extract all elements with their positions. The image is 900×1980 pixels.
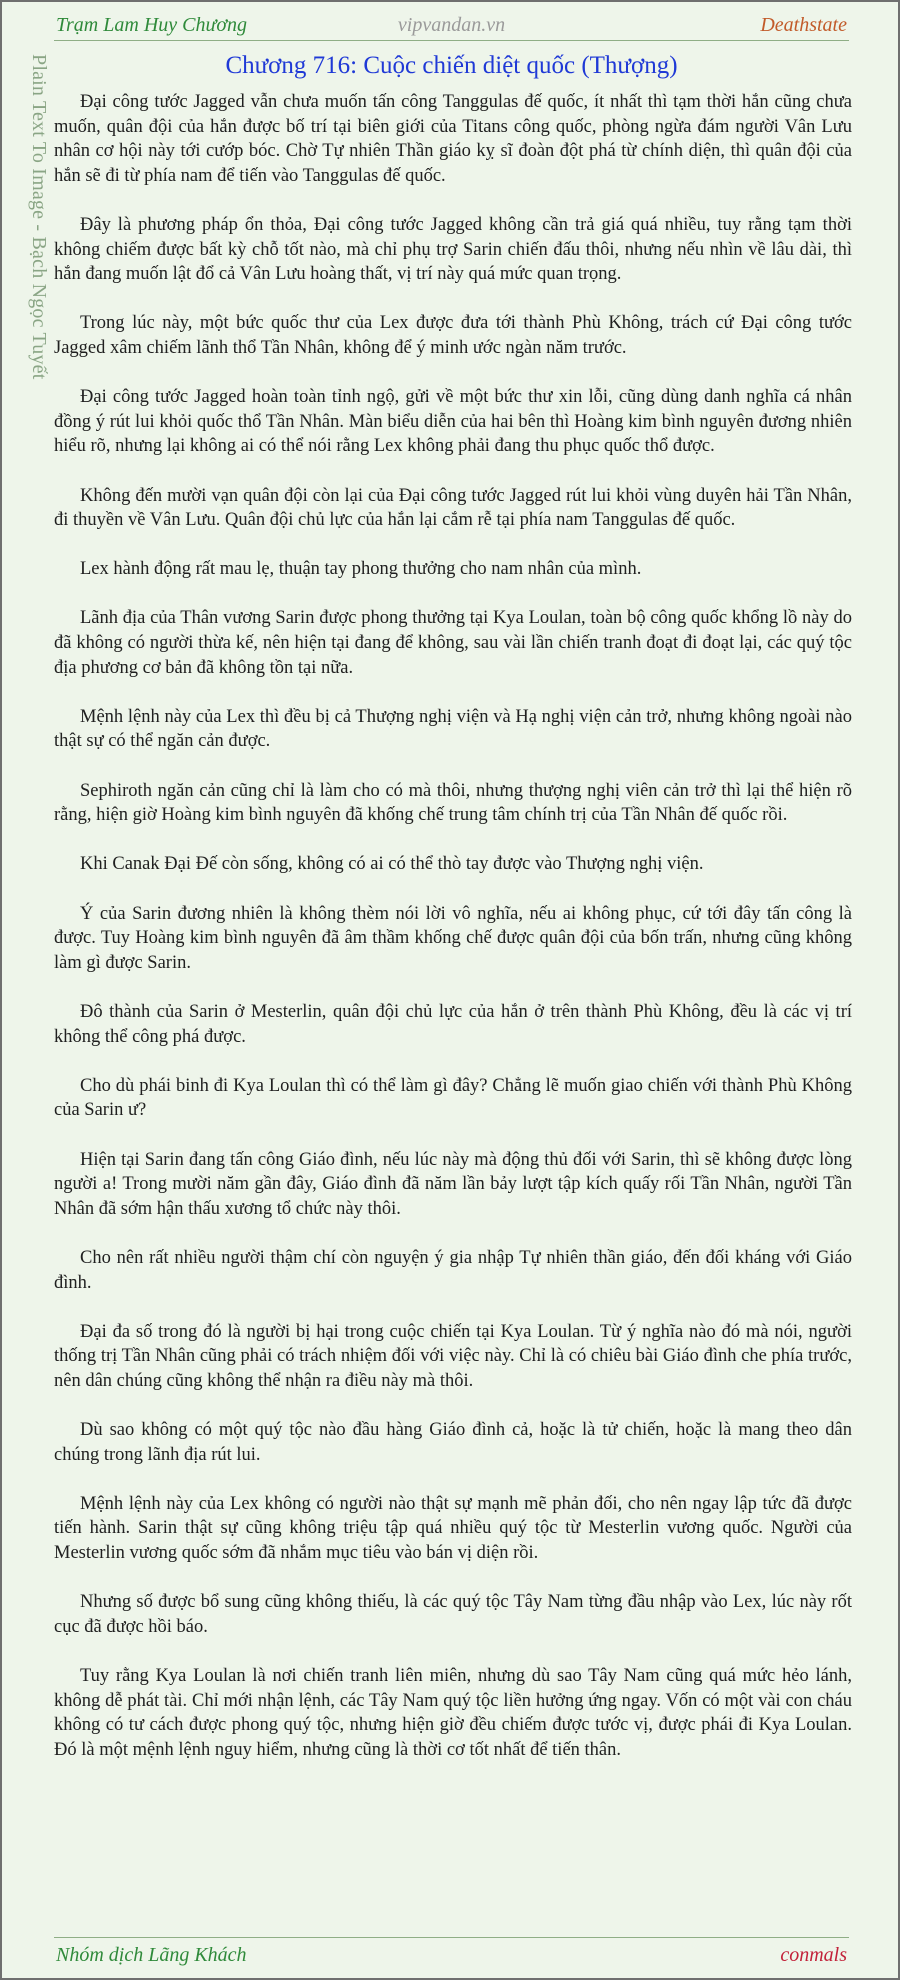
side-watermark-text: Plain Text To Image - Bạch Ngọc Tuyết [28,54,50,380]
paragraph: Lãnh địa của Thân vương Sarin được phong thưởng tại Kya Loulan, toàn bộ công quốc khổng lồ này do đã không có người thừa kế, nên hiện tại đang để không, sau vài lần chiến tranh đoạt đi đoạt lại, các quý tộc địa phương cơ bản đã không tồn tại nữa. [54,608,852,678]
footer-translator-group: Nhóm dịch Lãng Khách [56,1944,247,1966]
paragraph: Dù sao không có một quý tộc nào đầu hàng Giáo đình cả, hoặc là tử chiến, hoặc là mang theo dân chúng trong lãnh địa rút lui. [54,1420,852,1465]
chapter-title: Chương 716: Cuộc chiến diệt quốc (Thượng) [225,52,678,79]
paragraph: Không đến mười vạn quân đội còn lại của Đại công tước Jagged rút lui khỏi vùng duyên hải Tần Nhân, đi thuyền về Vân Lưu. Quân đội chủ lực của hắn lại cắm rễ tại phía nam Tanggulas đế quốc. [54,485,852,531]
paragraph: Sephiroth ngăn cản cũng chỉ là làm cho có mà thôi, nhưng thượng nghị viên cản trở thì lại thể hiện rõ rằng, hiện giờ Hoàng kim bình nguyên đã khống chế trung tâm chính trị của Tần Nhân đế quốc rồi. [54,780,852,826]
paragraph: Mệnh lệnh này của Lex không có người nào thật sự mạnh mẽ phản đối, cho nên ngay lập tức đã được tiến hành. Sarin thật sự cũng không triệu tập quá nhiều quý tộc từ Mesterlin vương quốc. Người của Mesterlin vương quốc sớm đã nhắm mục tiêu vào bán vị diện rồi. [54,1493,852,1564]
paragraph: Đại đa số trong đó là người bị hại trong cuộc chiến tại Kya Loulan. Từ ý nghĩa nào đó mà nói, người thống trị Tần Nhân cũng phải có trách nhiệm đối với việc này. Chỉ là có chiêu bài Giáo đình che phía trước, nên dân chúng cũng không thể nhận ra điều này mà thôi. [54,1321,852,1391]
header-site-name: Trạm Lam Huy Chương [56,14,248,36]
paragraph: Mệnh lệnh này của Lex thì đều bị cả Thượng nghị viện và Hạ nghị viện cản trở, nhưng không ngoài nào thật sự có thể ngăn cản được. [54,706,852,752]
paragraph: Lex hành động rất mau lẹ, thuận tay phong thưởng cho nam nhân của mình. [80,559,642,580]
paragraph: Đây là phương pháp ổn thỏa, Đại công tước Jagged không cần trả giá quá nhiều, tuy rằng tạm thời không chiếm được bất kỳ chỗ tốt nào, mà chỉ phụ trợ Sarin chiến đấu thôi, nhưng nếu nhìn về lâu dài, thì hắn đang muốn lật đổ cả Vân Lưu hoàng thất, vị trí này quá mức quan trọng. [54,214,852,285]
paragraph: Khi Canak Đại Đế còn sống, không có ai có thể thò tay được vào Thượng nghị viện. [80,854,704,875]
page-footer [54,1937,849,1972]
paragraph: Nhưng số được bổ sung cũng không thiếu, là các quý tộc Tây Nam từng đầu nhập vào Lex, lúc này rốt cục đã được hồi báo. [54,1592,852,1637]
paragraph: Trong lúc này, một bức quốc thư của Lex được đưa tới thành Phù Không, trách cứ Đại công tước Jagged xâm chiếm lãnh thổ Tần Nhân, không để ý minh ước ngàn năm trước. [54,313,852,358]
page-header [54,10,849,41]
chapter-body [54,90,852,1787]
paragraph: Đại công tước Jagged vẫn chưa muốn tấn công Tanggulas đế quốc, ít nhất thì tạm thời hắn cũng chưa muốn, quân đội của hắn được bố trí tại biên giới của Titans công quốc, phòng ngừa đám người Vân Lưu nhân cơ hội này tới cướp bóc. Chờ Tự nhiên Thần giáo kỵ sĩ đoàn đột phá từ chính diện, thì quân đội của hắn sẽ đi từ phía nam để tiến vào Tanggulas đế quốc. [54,92,852,186]
paragraph: Tuy rằng Kya Loulan là nơi chiến tranh liên miên, nhưng dù sao Tây Nam cũng quá mức hẻo lánh, không dễ phát tài. Chỉ mới nhận lệnh, các Tây Nam quý tộc liền hưởng ứng ngay. Vốn có một vài con cháu không có tư cách được phong quý tộc, nhưng hiện giờ đều chiếm được tước vị, được phái đi Kya Loulan. Đó là một mệnh lệnh nguy hiểm, nhưng cũng là thời cơ tốt nhất để tiến thân. [54,1666,852,1760]
footer-editor: conmals [780,1944,847,1966]
paragraph: Ý của Sarin đương nhiên là không thèm nói lời vô nghĩa, nếu ai không phục, cứ tới đây tấn công là được. Tuy Hoàng kim bình nguyên đã âm thầm khống chế được quân đội của bốn trấn, nhưng cũng không làm gì được Sarin. [54,903,852,973]
header-domain: vipvandan.vn [397,14,506,36]
paragraph: Hiện tại Sarin đang tấn công Giáo đình, nếu lúc này mà động thủ đối với Sarin, thì sẽ không được lòng người a! Trong mười năm gần đây, Giáo đình đã năm lần bảy lượt tập kích quấy rối Tần Nhân, người Tần Nhân đã sớm hận thấu xương tổ chức này thôi. [54,1149,852,1219]
paragraph: Đại công tước Jagged hoàn toàn tỉnh ngộ, gửi về một bức thư xin lỗi, cũng dùng danh nghĩa cá nhân đồng ý rút lui khỏi quốc thổ Tần Nhân. Màn biểu diễn của hai bên thì Hoàng kim bình nguyên đương nhiên hiểu rõ, nhưng lại không ai có thể nói rằng Lex không phải đang thu phục quốc thổ được. [54,387,852,457]
paragraph: Cho dù phái binh đi Kya Loulan thì có thể làm gì đây? Chẳng lẽ muốn giao chiến với thành Phù Không của Sarin ư? [54,1075,852,1121]
header-author: Deathstate [760,14,847,36]
paragraph: Đô thành của Sarin ở Mesterlin, quân đội chủ lực của hắn ở trên thành Phù Không, đều là các vị trí không thể công phá được. [54,1001,852,1047]
paragraph: Cho nên rất nhiều người thậm chí còn nguyện ý gia nhập Tự nhiên thần giáo, đến đối kháng với Giáo đình. [54,1247,852,1293]
